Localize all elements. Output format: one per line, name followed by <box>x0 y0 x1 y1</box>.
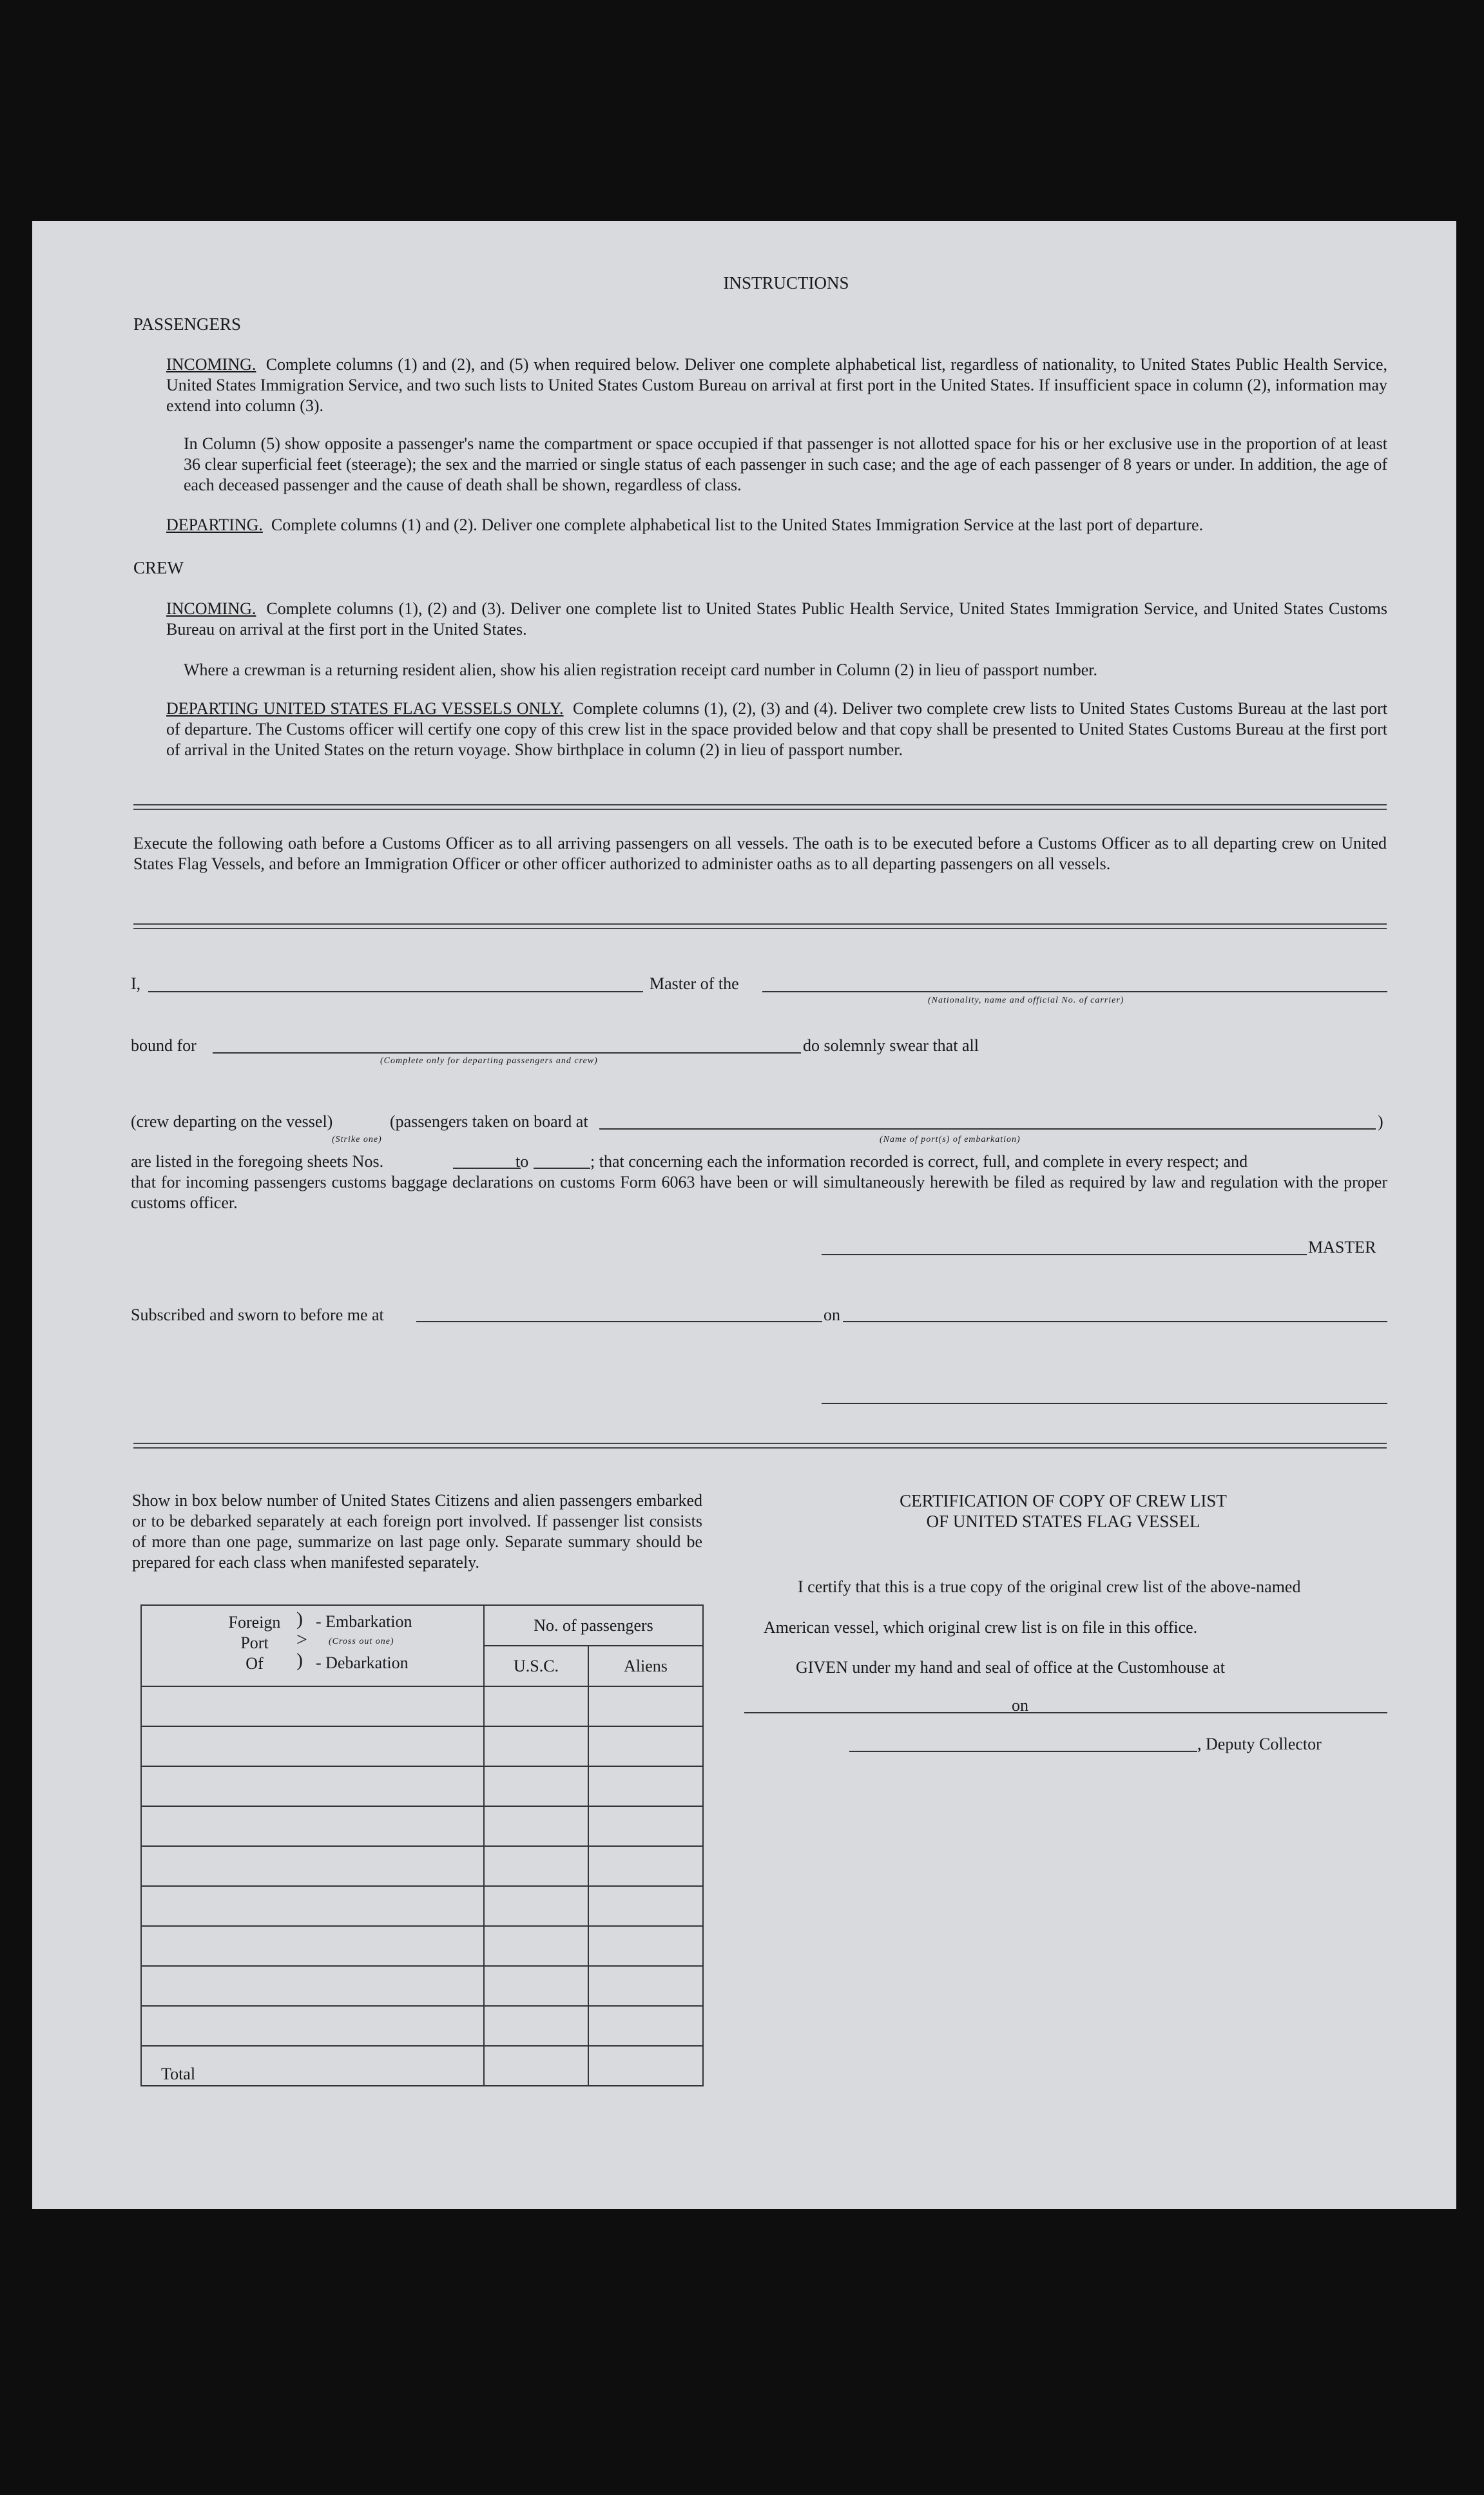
passengers-departing-label: DEPARTING. <box>166 515 263 534</box>
total-row <box>141 2046 703 2086</box>
table-row <box>141 1846 703 1886</box>
table-row <box>141 1766 703 1806</box>
passengers-incoming-text: Complete columns (1) and (2), and (5) when required below. Deliver one complete alphabetical list, regardless of nationality, to United States Public Health Service, United States Immigration Service, and two such lists to United States Custom Bureau on arrival at first port in the United States. If insufficient space in column (2), information may extend into column (3). <box>166 355 1388 415</box>
passengers-departing-text: Complete columns (1) and (2). Deliver one complete alphabetical list to the United States Immigration Service at the last port of departure. <box>271 515 1204 534</box>
customhouse-field[interactable] <box>744 1712 1041 1713</box>
bound-for-label: bound for <box>131 1036 197 1055</box>
form-sheet <box>32 221 1456 2209</box>
subscribed-label: Subscribed and sworn to before me at <box>131 1305 384 1324</box>
divider-3 <box>133 1443 1387 1449</box>
carrier-field[interactable] <box>762 991 1387 992</box>
divider-1 <box>133 804 1387 810</box>
swear-label: do solemnly swear that all <box>803 1036 979 1055</box>
foreign-port-header: Foreign Port Of ) > ) - Embarkation (Cross out one) - Debarkation <box>141 1605 484 1686</box>
passengers-incoming-paragraph <box>166 354 1387 416</box>
crew-incoming-label: INCOMING. <box>166 599 256 618</box>
cross-out-hint: (Cross out one) <box>329 1637 394 1646</box>
certification-date-field[interactable] <box>1031 1712 1387 1713</box>
usc-header: U.S.C. <box>484 1646 588 1686</box>
sheet-to-field[interactable] <box>534 1168 590 1169</box>
deputy-label: , Deputy Collector <box>1197 1735 1322 1753</box>
embarkation-ports-field[interactable] <box>599 1128 1376 1130</box>
passengers-departing-paragraph <box>166 515 1387 535</box>
subscribed-place-field[interactable] <box>416 1321 822 1322</box>
certification-on-label: on <box>1012 1696 1028 1715</box>
master-label: MASTER <box>1308 1238 1376 1257</box>
bound-for-hint: (Complete only for departing passengers and crew) <box>380 1056 598 1066</box>
col-foreign: Foreign <box>228 1613 281 1632</box>
crew-incoming-paragraph <box>166 599 1387 640</box>
strike-one-hint: (Strike one) <box>332 1135 382 1144</box>
ports-hint: (Name of port(s) of embarkation) <box>880 1135 1021 1144</box>
embarkation-label: - Embarkation <box>316 1612 412 1631</box>
debarkation-label: - Debarkation <box>316 1653 409 1672</box>
oath-instructions: Execute the following oath before a Customs Officer as to all arriving passengers on all vessels. The oath is to be executed before a Customs Officer as to all departing crew on United States Flag Vessels, and before an Immigration Officer or other officer authorized to administer oaths as to all departing passengers on all vessels. <box>133 834 1387 873</box>
crew-resident-paragraph: Where a crewman is a returning resident alien, show his alien registration receipt card number in Column (2) in lieu of passport number. <box>184 660 1098 679</box>
table-row <box>141 1926 703 1966</box>
crew-departing-paragraph <box>166 698 1387 760</box>
certification-title-line2: OF UNITED STATES FLAG VESSEL <box>926 1512 1200 1531</box>
crew-heading: CREW <box>133 558 184 577</box>
master-name-field[interactable] <box>148 991 643 992</box>
table-row <box>141 1966 703 2006</box>
table-row <box>141 1886 703 1926</box>
sheet-from-field[interactable] <box>453 1168 521 1169</box>
to-label: to <box>516 1152 529 1171</box>
instructions-title: INSTRUCTIONS <box>723 273 849 293</box>
summary-text: Show in box below number of United States Citizens and alien passengers embarked or to be debarked separately at each foreign port involved. If passenger list consists of more than one page, summarize on last page only. Separate summary should be prepared for each class when manifested separately. <box>132 1491 702 1572</box>
close-paren: ) <box>1378 1112 1383 1131</box>
passengers-incoming-label: INCOMING. <box>166 355 256 374</box>
given-text: GIVEN under my hand and seal of office at the Customhouse at <box>796 1658 1225 1677</box>
crew-departing-text: Complete columns (1), (2), (3) and (4). Deliver two complete crew lists to United States Customs Bureau at the last port of departure. The Customs officer will certify one copy of this crew list in the space provided below and that copy shall be presented to United States Customs Bureau at the first port of arrival in the United States on the return voyage. Show birthplace in column (2) in lieu of passport number. <box>166 699 1387 759</box>
divider-2 <box>133 923 1387 929</box>
crew-departing-label: DEPARTING UNITED STATES FLAG VESSELS ONLY. <box>166 699 564 718</box>
no-passengers-header: No. of passengers <box>484 1605 703 1646</box>
crew-incoming-text: Complete columns (1), (2) and (3). Deliver one complete list to United States Public Health Service, United States Immigration Service, and United States Customs Bureau on arrival at the first port in the United States. <box>166 599 1387 639</box>
total-label: Total <box>141 2046 484 2086</box>
certification-title-line1: CERTIFICATION OF COPY OF CREW LIST <box>900 1491 1227 1510</box>
listed-prefix: are listed in the foregoing sheets Nos. <box>131 1152 384 1171</box>
listed-rest: that for incoming passengers customs baggage declarations on customs Form 6063 have been or will simultaneously herewith be filed as required by law and regulation with the proper customs officer. <box>131 1173 1387 1212</box>
table-row <box>141 1806 703 1846</box>
oath-i-label: I, <box>131 974 141 993</box>
aliens-header: Aliens <box>588 1646 703 1686</box>
table-row <box>141 1726 703 1766</box>
crew-departing-option: (crew departing on the vessel) <box>131 1112 333 1131</box>
passengers-heading: PASSENGERS <box>133 314 242 334</box>
nationality-hint: (Nationality, name and official No. of carrier) <box>928 996 1124 1005</box>
table-row <box>141 2006 703 2046</box>
bound-for-field[interactable] <box>213 1052 801 1054</box>
certify-text: I certify that this is a true copy of the original crew list of the above-named <box>798 1577 1301 1596</box>
col-of: Of <box>246 1654 264 1673</box>
listed-suffix: ; that concerning each the information recorded is correct, full, and complete in every respect; and <box>590 1152 1248 1171</box>
table-row <box>141 1686 703 1726</box>
oath-on-label: on <box>824 1305 840 1324</box>
subscribed-date-field[interactable] <box>843 1321 1387 1322</box>
column5-paragraph: In Column (5) show opposite a passenger's name the compartment or space occupied if that passenger is not allotted space for his or her exclusive use in the proportion of at least 36 clear superficial feet (steerage); the sex and the married or single status of each passenger in such case; and the age of each passenger of 8 years or under. In addition, the age of each deceased passenger and the cause of death shall be shown, regardless of class. <box>184 434 1387 494</box>
certification-title <box>773 1490 1353 1532</box>
officer-signature-field[interactable] <box>822 1403 1387 1404</box>
master-signature-field[interactable] <box>822 1254 1307 1255</box>
deputy-signature-field[interactable] <box>849 1751 1197 1752</box>
american-text: American vessel, which original crew list is on file in this office. <box>764 1618 1198 1637</box>
col-port: Port <box>240 1633 269 1652</box>
passenger-summary-table <box>140 1604 704 2086</box>
passengers-taken-option: (passengers taken on board at <box>390 1112 588 1131</box>
master-of-the-label: Master of the <box>650 974 739 993</box>
